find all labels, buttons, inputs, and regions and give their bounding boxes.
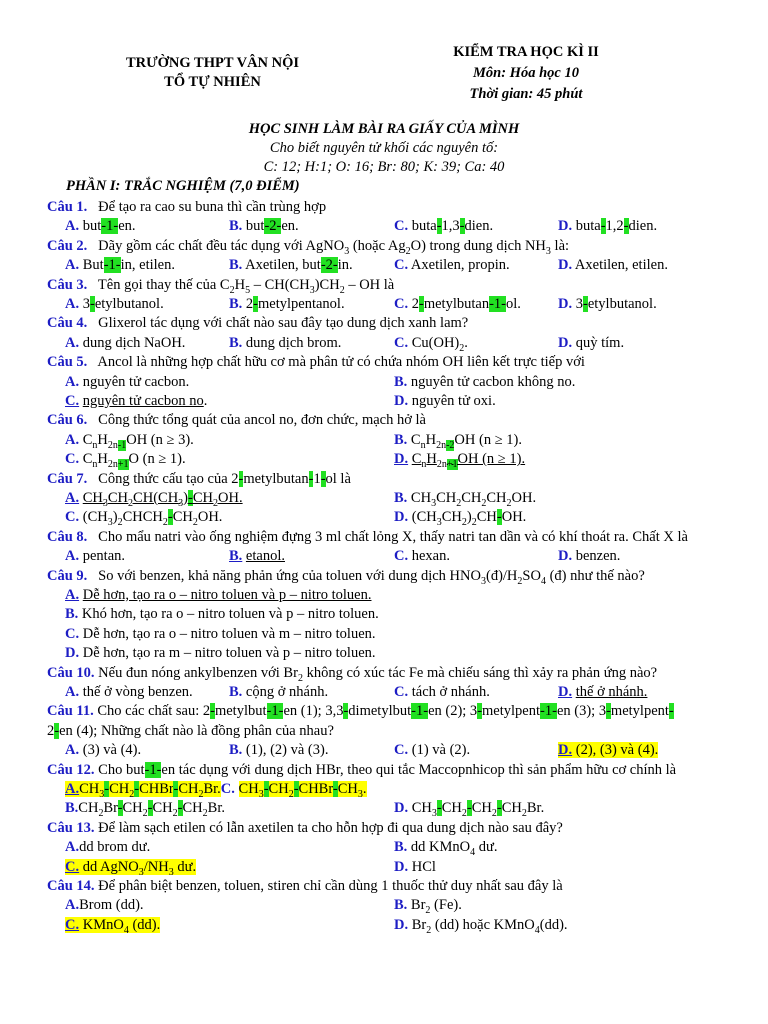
question-14-options-ab: A.Brom (dd). B. $Br_2$ (Fe). bbox=[65, 897, 462, 917]
question-12-options-bd: $B.CH_2Br-CH_2-CH_2-CH_2Br$. D. $CH_3-CH_2-CH_2-CH_2Br$. bbox=[65, 800, 545, 820]
question-2-options: A. But-1-in, etilen. B. Axetilen, but-2-in. C. Axetilen, propin. D. Axetilen, etilen. bbox=[65, 257, 668, 274]
question-9-option-a: A. Dễ hơn, tạo ra o – nitro toluen và p – nitro toluen. bbox=[65, 586, 372, 603]
question-2: Câu 2. Dãy gồm các chất đều tác dụng với AgNO$_3$ (hoặc $Ag_2O$) trong dung dịch $NH_3$ là: bbox=[47, 237, 570, 257]
question-13: Câu 13. Để làm sạch etilen có lẫn axetilen ta cho hỗn hợp đi qua dung dịch nào sau đây? bbox=[47, 819, 563, 836]
exam-info bbox=[420, 42, 632, 105]
question-11: Câu 11. Cho các chất sau: 2-metylbut-1-en (1); 3,3-dimetylbut-1-en (2); 3-metylpent-1-en (3); 3-metylpent- 2-en (4); Những chất nào là đồng phân của nhau? bbox=[47, 703, 674, 739]
instruction-note: HỌC SINH LÀM BÀI RA GIẤY CỦA MÌNH bbox=[248, 121, 520, 137]
school-info bbox=[110, 54, 315, 92]
question-list bbox=[47, 198, 727, 935]
question-14: Câu 14. Để phân biệt benzen, toluen, stiren chỉ cần dùng 1 thuốc thử duy nhất sau đây là bbox=[47, 877, 563, 894]
question-9-option-c: C. Dễ hơn, tạo ra o – nitro toluen và m – nitro toluen. bbox=[65, 625, 376, 642]
question-13-options-cd: C. dd $AgNO_3/NH_3$ dư. D. HCl bbox=[65, 858, 436, 878]
question-5-options-ab: A. nguyên tử cacbon. B. nguyên tử cacbon không no. bbox=[65, 373, 576, 390]
question-5-options-cd: C. nguyên tử cacbon no. D. nguyên tử oxi. bbox=[65, 392, 496, 409]
question-7-options-cd: C. $(CH_3)_2CHCH_2-CH_2OH$. D. $(CH_3CH_2)_2CH-OH$. bbox=[65, 509, 527, 529]
question-7-options-ab: A. $CH_3CH_2CH(CH_3)-CH_2OH$. B. $CH_3CH_2CH_2CH_2OH$. bbox=[65, 489, 537, 509]
question-3-options: A. 3-etylbutanol. B. 2-metylpentanol. C. 2-metylbutan-1-ol. D. 3-etylbutanol. bbox=[65, 296, 657, 312]
exam-subject: Môn: Hóa học 10 bbox=[473, 65, 579, 81]
question-6: Câu 6. Công thức tổng quát của ancol no, đơn chức, mạch hở là bbox=[47, 412, 426, 429]
question-9-option-b: B. Khó hơn, tạo ra o – nitro toluen và p – nitro toluen. bbox=[65, 606, 379, 623]
section-title: PHẦN I: TRẮC NGHIỆM (7,0 ĐIỂM) bbox=[66, 178, 300, 194]
atomic-masses: C: 12; H:1; O: 16; Br: 80; K: 39; Ca: 40 bbox=[263, 159, 505, 175]
question-4: Câu 4. Glixerol tác dụng với chất nào sau đây tạo dung dịch xanh lam? bbox=[47, 315, 469, 332]
atomic-mass-intro: Cho biết nguyên tử khối các nguyên tố: bbox=[269, 140, 499, 156]
school-name: TRƯỜNG THPT VÂN NỘI bbox=[125, 55, 300, 71]
question-12: Câu 12. Cho but-1-en tác dụng với dung dịch HBr, theo qui tắc Maccopnhicop thì sản phẩm hữu cơ chính là bbox=[47, 761, 677, 778]
question-9-option-d: D. Dễ hơn, tạo ra m – nitro toluen và p – nitro toluen. bbox=[65, 645, 376, 662]
exam-header bbox=[0, 42, 768, 102]
exam-time: Thời gian: 45 phút bbox=[469, 86, 583, 102]
question-3: Câu 3. Tên gọi thay thế của $C_2H_5 - CH(CH_3)CH_2$ – OH là bbox=[47, 276, 395, 296]
question-7: Câu 7. Công thức cấu tạo của 2-metylbutan-1-ol là bbox=[47, 470, 351, 487]
question-9: Câu 9. So với benzen, khả năng phản ứng của toluen với dung dịch $HNO_3(đ)/H_2SO_4$ (đ) như thế nào? bbox=[47, 567, 645, 587]
question-10-options: A. thế ở vòng benzen. B. cộng ở nhánh. C. tách ở nhánh. D. thế ở nhánh. bbox=[65, 683, 648, 700]
question-1: Câu 1. Để tạo ra cao su buna thì cần trùng hợp bbox=[47, 199, 327, 215]
question-4-options: A. dung dịch NaOH. B. dung dịch brom. C. $Cu(OH)_2$. D. quỳ tím. bbox=[65, 334, 625, 354]
instructions bbox=[0, 120, 768, 177]
question-12-options-ac: $A.CH_3-CH_2-CHBr-CH_2Br.C$. $CH_3-CH_2-CHBr-CH_3$. bbox=[65, 780, 367, 800]
question-6-options-cd: C. $C_nH_{2n+1}O$ (n ≥ 1). D. $C_nH_{2n+1}OH$ (n ≥ 1). bbox=[65, 451, 526, 471]
question-11-options: A. (3) và (4). B. (1), (2) và (3). C. (1) và (2). D. (2), (3) và (4). bbox=[65, 742, 659, 759]
department-name: TỔ TỰ NHIÊN bbox=[164, 74, 261, 90]
exam-title: KIỂM TRA HỌC KÌ II bbox=[453, 44, 599, 60]
question-13-options-ab: A.dd brom dư. B. dd KMnO$_4$ dư. bbox=[65, 839, 498, 858]
question-6-options-ab: A. $C_nH_{2n-1}OH$ (n ≥ 3). B. $C_nH_{2n-2}OH$ (n ≥ 1). bbox=[65, 431, 522, 451]
question-14-options-cd: C. KMnO$_4$ (dd). D. $Br_2$ (dd) hoặc KMnO$_4$(dd). bbox=[65, 916, 568, 936]
question-5: Câu 5. Ancol là những hợp chất hữu cơ mà phân tử có chứa nhóm OH liên kết trực tiếp với bbox=[47, 354, 585, 371]
question-10: Câu 10. Nếu đun nóng ankylbenzen với $Br_2$ không có xúc tác Fe mà chiếu sáng thì xảy ra phản ứng nào? bbox=[47, 664, 658, 684]
question-8: Câu 8. Cho mẩu natri vào ống nghiệm đựng 3 ml chất lỏng X, thấy natri tan dần và có khí thoát ra. Chất X là bbox=[47, 528, 688, 545]
question-8-options: A. pentan. B. etanol. C. hexan. D. benzen. bbox=[65, 548, 621, 565]
question-1-options: A. but-1-en. B. but-2-en. C. buta-1,3-dien. D. buta-1,2-dien. bbox=[65, 218, 658, 235]
